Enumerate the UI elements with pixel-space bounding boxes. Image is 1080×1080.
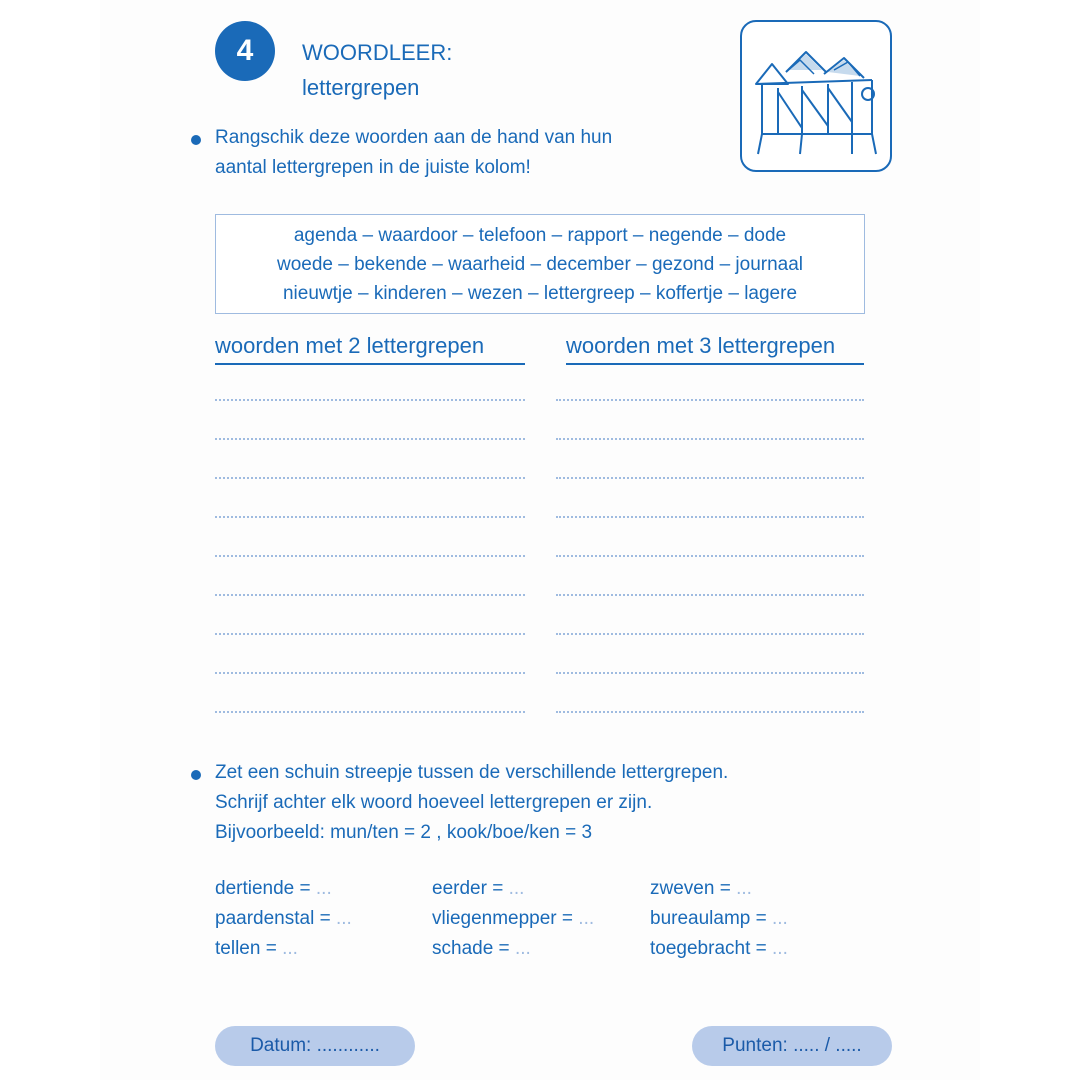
answer-line-right[interactable]	[556, 438, 864, 440]
answer-line-left[interactable]	[215, 594, 525, 596]
syllable-word: vliegenmepper =	[432, 908, 574, 929]
word-box	[215, 214, 865, 314]
answer-line-left[interactable]	[215, 711, 525, 713]
syllable-answer-blank[interactable]: ...	[508, 878, 525, 899]
syllable-word: tellen =	[215, 938, 277, 959]
syllable-answer-blank[interactable]: ...	[315, 878, 332, 899]
answer-line-left[interactable]	[215, 555, 525, 557]
column-underline-right	[566, 363, 864, 365]
answer-line-right[interactable]	[556, 711, 864, 713]
exercise-number-badge	[215, 21, 275, 81]
score-field[interactable]	[692, 1026, 892, 1066]
syllable-item	[432, 936, 531, 962]
syllable-word: schade =	[432, 938, 510, 959]
syllable-answer-blank[interactable]: ...	[282, 938, 298, 959]
syllable-answer-blank[interactable]: ...	[335, 908, 352, 929]
answer-line-left[interactable]	[215, 633, 525, 635]
word-row-1: agenda – waardoor – telefoon – rapport – negende – dode	[293, 224, 787, 246]
word-row-2: woede – bekende – waarheid – december – gezond – journaal	[276, 253, 804, 275]
syllable-item	[650, 906, 788, 932]
bullet-2	[191, 770, 201, 780]
answer-line-right[interactable]	[556, 516, 864, 518]
answer-line-right[interactable]	[556, 633, 864, 635]
syllable-item	[650, 876, 752, 902]
syllable-item	[432, 876, 524, 902]
syllable-answer-blank[interactable]: ...	[772, 908, 788, 929]
column-header-3-syllables: woorden met 3 lettergrepen	[566, 333, 836, 358]
syllable-item	[215, 906, 352, 932]
column-header-2-syllables: woorden met 2 lettergrepen	[215, 333, 485, 358]
syllable-item	[432, 906, 594, 932]
syllable-answer-blank[interactable]: ...	[578, 908, 595, 929]
syllable-word: bureaulamp =	[650, 908, 767, 929]
word-row-3: nieuwtje – kinderen – wezen – lettergreep – koffertje – lagere	[282, 282, 798, 304]
syllable-item	[215, 936, 298, 962]
answer-line-right[interactable]	[556, 477, 864, 479]
syllable-word: paardenstal =	[215, 908, 331, 929]
houses-illustration	[742, 22, 890, 170]
page-title: WOORDLEER:	[302, 40, 453, 65]
instruction-1-line-1: Rangschik deze woorden aan de hand van hun	[215, 127, 613, 148]
instruction-2-line-3: Bijvoorbeeld: mun/ten = 2 , kook/boe/ken = 3	[215, 822, 593, 843]
answer-line-right[interactable]	[556, 594, 864, 596]
answer-line-right[interactable]	[556, 672, 864, 674]
syllable-item	[650, 936, 788, 962]
syllable-word: dertiende =	[215, 878, 311, 899]
bullet-1	[191, 135, 201, 145]
column-underline-left	[215, 363, 525, 365]
score-label: Punten: ..... / .....	[722, 1035, 862, 1056]
instruction-2-line-2: Schrijf achter elk woord hoeveel lettergrepen er zijn.	[215, 792, 653, 813]
date-label: Datum: ............	[250, 1035, 380, 1056]
syllable-answer-blank[interactable]: ...	[514, 938, 531, 959]
houses-icon	[740, 20, 892, 172]
syllable-word: zweven =	[650, 878, 731, 899]
date-field[interactable]	[215, 1026, 415, 1066]
exercise-number: 4	[236, 34, 254, 67]
answer-line-left[interactable]	[215, 399, 525, 401]
syllable-answer-blank[interactable]: ...	[736, 878, 752, 899]
syllable-word: toegebracht =	[650, 938, 767, 959]
answer-line-right[interactable]	[556, 399, 864, 401]
syllable-answer-blank[interactable]: ...	[772, 938, 788, 959]
answer-line-left[interactable]	[215, 516, 525, 518]
answer-line-left[interactable]	[215, 477, 525, 479]
answer-line-right[interactable]	[556, 555, 864, 557]
syllable-word: eerder =	[432, 878, 504, 899]
answer-line-left[interactable]	[215, 672, 525, 674]
instruction-1-line-2: aantal lettergrepen in de juiste kolom!	[215, 157, 531, 178]
page-subtitle: lettergrepen	[302, 75, 420, 100]
instruction-2-line-1: Zet een schuin streepje tussen de verschillende lettergrepen.	[215, 762, 729, 783]
answer-line-left[interactable]	[215, 438, 525, 440]
syllable-item	[215, 876, 332, 902]
